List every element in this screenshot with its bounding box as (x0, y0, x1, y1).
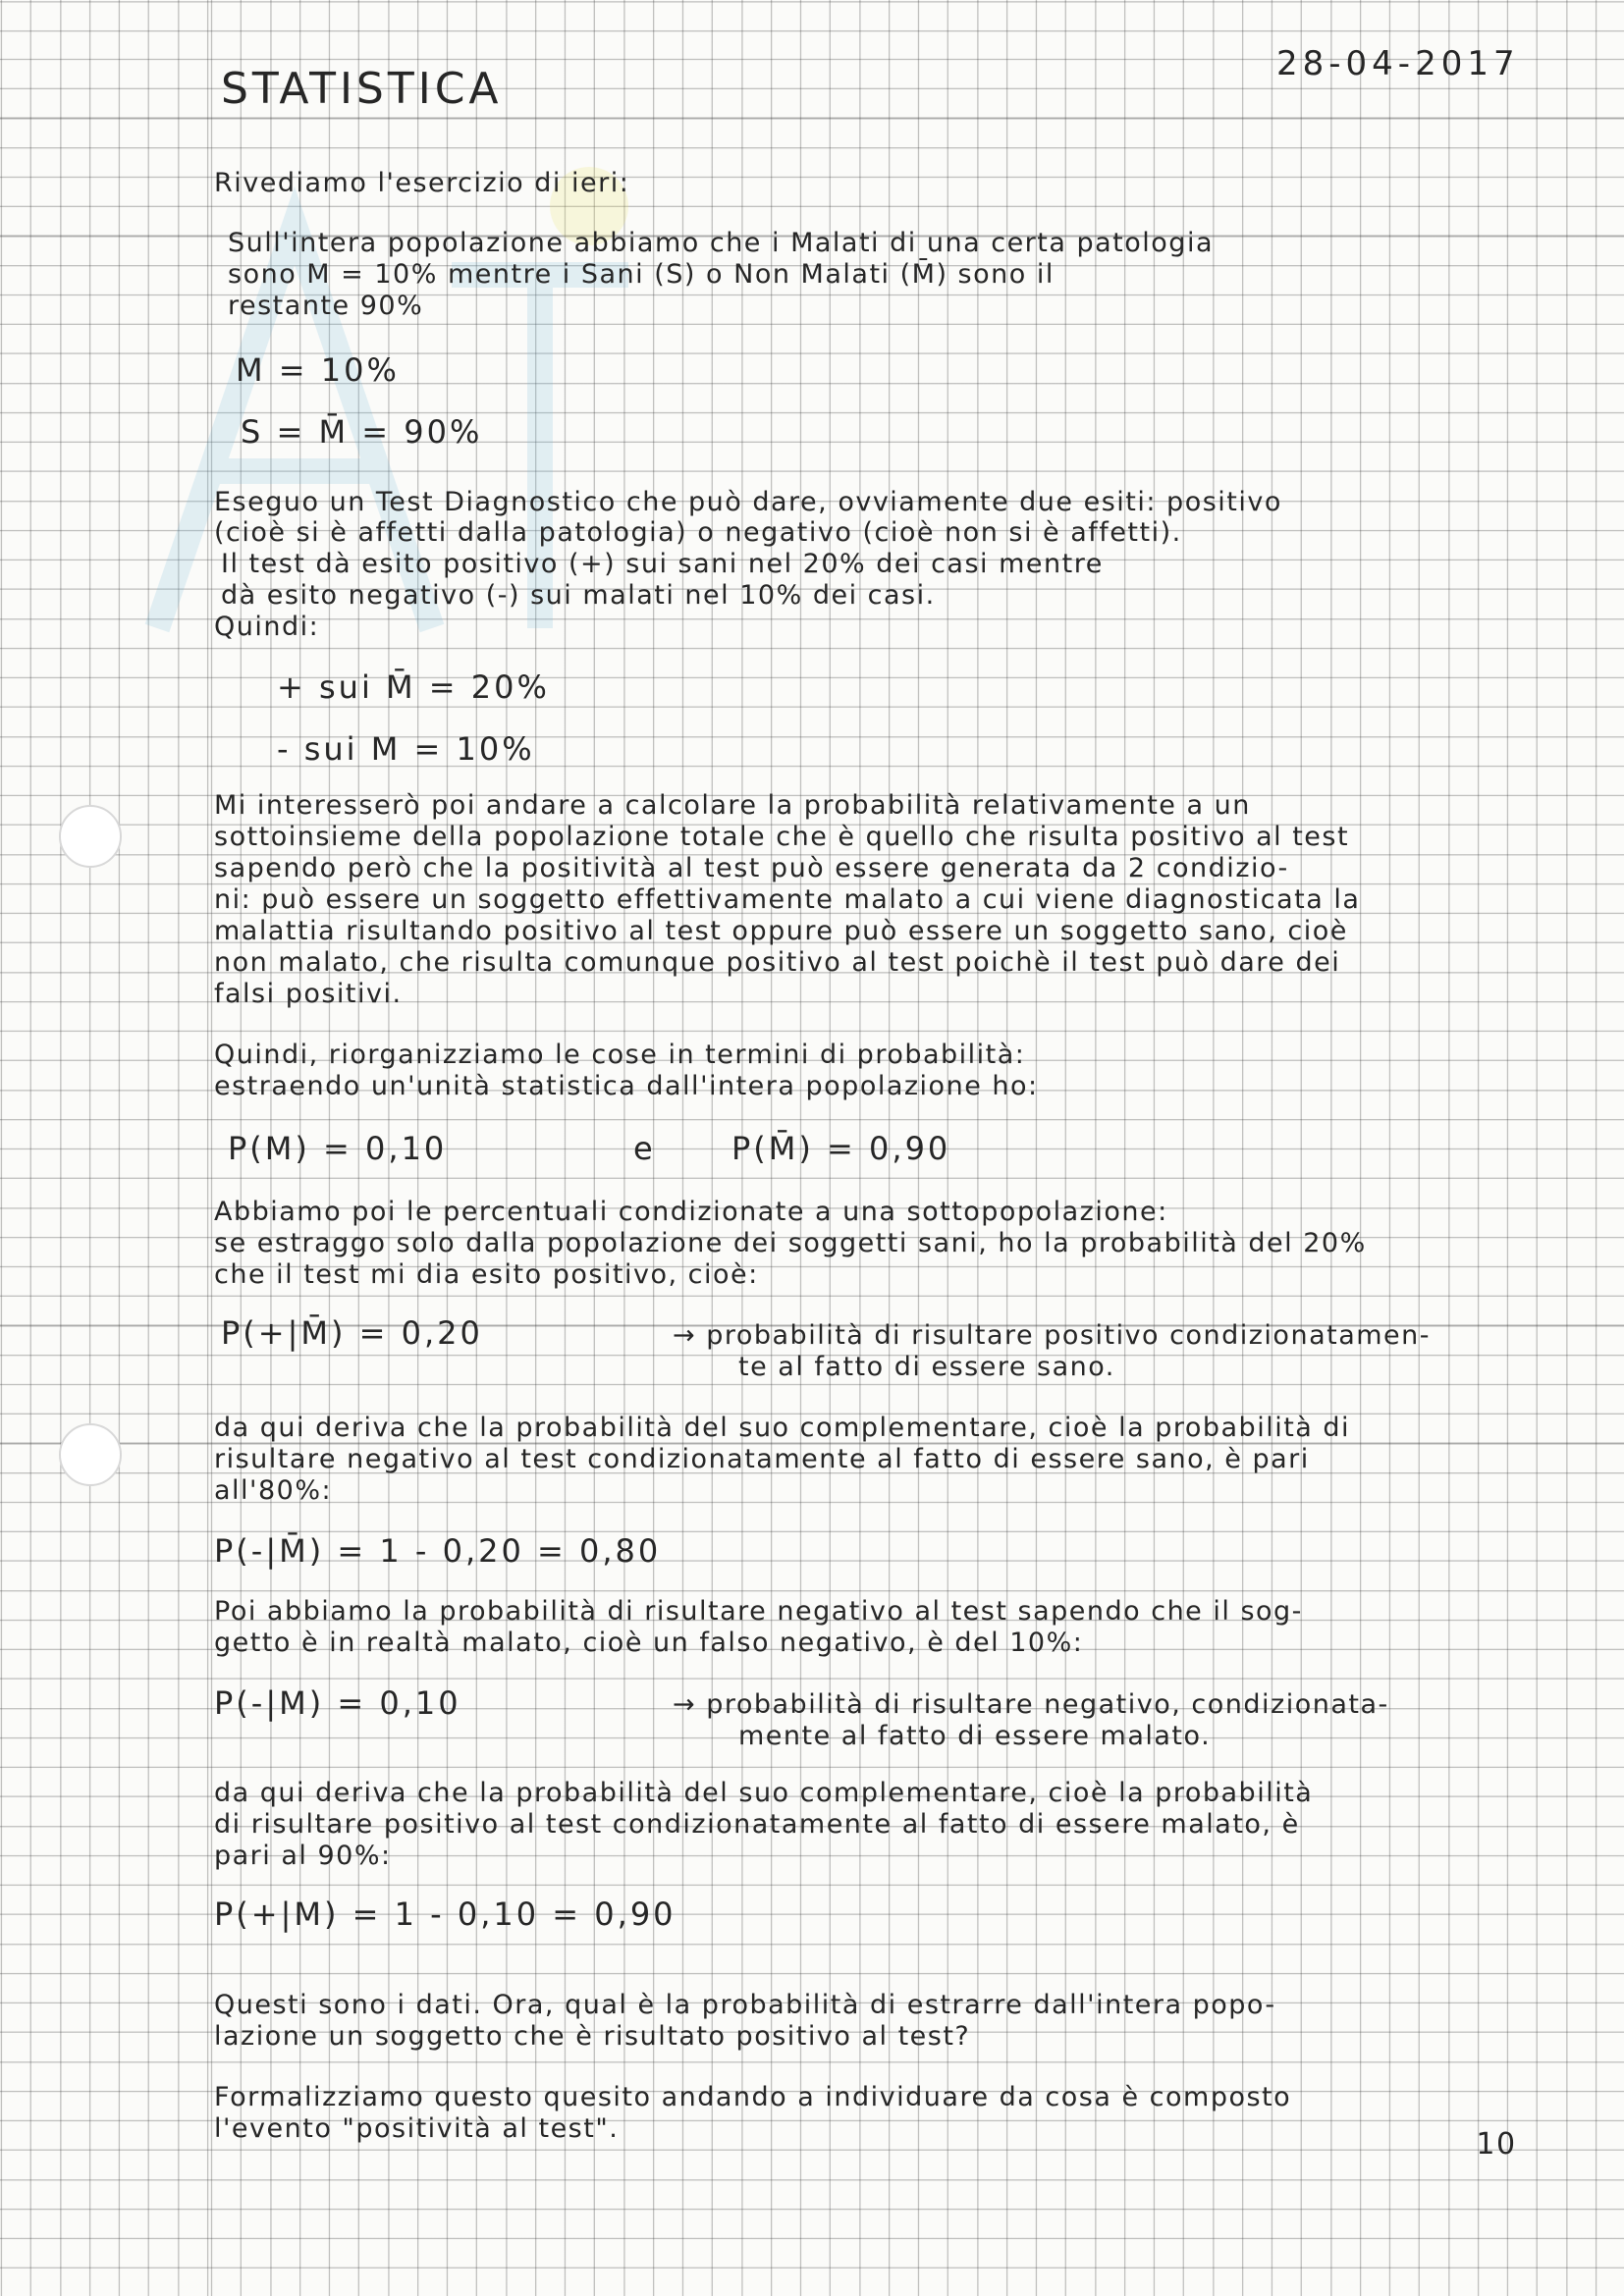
text-line: Abbiamo poi le percentuali condizionate a una sottopopolazione: (214, 1197, 1168, 1227)
formula-line: P(+|M) = 1 - 0,10 = 0,90 (214, 1896, 677, 1933)
text-line: Questi sono i dati. Ora, qual è la probabilità di estrarre dall'intera popo- (214, 1990, 1276, 2020)
text-line: Quindi: (214, 612, 320, 642)
formula-line: P(-|M) = 0,10 (214, 1684, 461, 1722)
page-date: 28-04-2017 (1276, 44, 1520, 83)
text-line: estraendo un'unità statistica dall'intera popolazione ho: (214, 1071, 1039, 1101)
text-line: ni: può essere un soggetto effettivamente malato a cui viene diagnosticata la (214, 884, 1361, 915)
binder-hole-middle (59, 1423, 122, 1486)
formula-line: S = M̄ = 90% (241, 413, 483, 451)
text-line: Mi interesserò poi andare a calcolare la probabilità relativamente a un (214, 790, 1251, 821)
text-line: Eseguo un Test Diagnostico che può dare, ovviamente due esiti: positivo (214, 487, 1282, 517)
text-line: getto è in realtà malato, cioè un falso negativo, è del 10%: (214, 1628, 1084, 1658)
text-line: → probabilità di risultare positivo condizionatamen- (673, 1320, 1432, 1351)
text-line: falsi positivi. (214, 979, 403, 1009)
formula-line: - sui M = 10% (277, 730, 535, 768)
text-line: sono M = 10% mentre i Sani (S) o Non Malati (M̄) sono il (228, 259, 1055, 290)
text-line: che il test mi dia esito positivo, cioè: (214, 1259, 759, 1290)
text-line: → probabilità di risultare negativo, condizionata- (673, 1689, 1389, 1720)
text-line: sottoinsieme della popolazione totale che è quello che risulta positivo al test (214, 822, 1350, 852)
text-line: non malato, che risulta comunque positivo al test poichè il test può dare dei (214, 947, 1341, 978)
formula-line: M = 10% (236, 351, 400, 389)
formula-line: + sui M̄ = 20% (277, 668, 550, 706)
text-line: Quindi, riorganizziamo le cose in termini di probabilità: (214, 1040, 1026, 1070)
page-title: STATISTICA (221, 64, 503, 114)
text-line: dà esito negativo (-) sui malati nel 10% dei casi. (221, 580, 936, 611)
formula-line: P(-|M̄) = 1 - 0,20 = 0,80 (214, 1532, 662, 1570)
formula-line: P(M) = 0,10 (228, 1130, 448, 1167)
text-line: all'80%: (214, 1475, 333, 1506)
text-line: Il test dà esito positivo (+) sui sani nel 20% dei casi mentre (221, 549, 1104, 579)
text-line: risultare negativo al test condizionatamente al fatto di essere sano, è pari (214, 1444, 1310, 1474)
text-line: lazione un soggetto che è risultato positivo al test? (214, 2021, 971, 2052)
text-line: pari al 90%: (214, 1841, 392, 1871)
text-line: da qui deriva che la probabilità del suo complementare, cioè la probabilità di (214, 1413, 1351, 1443)
text-line: Formalizziamo questo quesito andando a individuare da cosa è composto (214, 2082, 1292, 2112)
formula-line: e (633, 1130, 656, 1167)
text-line: Rivediamo l'esercizio di ieri: (214, 168, 630, 198)
text-line: da qui deriva che la probabilità del suo complementare, cioè la probabilità (214, 1778, 1314, 1808)
text-line: restante 90% (228, 291, 424, 321)
text-line: malattia risultando positivo al test oppure può essere un soggetto sano, cioè (214, 916, 1348, 946)
text-line: Poi abbiamo la probabilità di risultare negativo al test sapendo che il sog- (214, 1596, 1303, 1627)
text-line: sapendo però che la positività al test può essere generata da 2 condizio- (214, 853, 1289, 883)
text-line: mente al fatto di essere malato. (738, 1721, 1212, 1751)
text-line: l'evento "positività al test". (214, 2113, 620, 2144)
text-line: se estraggo solo dalla popolazione dei soggetti sani, ho la probabilità del 20% (214, 1228, 1367, 1258)
formula-line: P(+|M̄) = 0,20 (221, 1314, 483, 1352)
text-line: Sull'intera popolazione abbiamo che i Malati di una certa patologia (228, 228, 1214, 258)
page-number: 10 (1476, 2127, 1517, 2162)
text-line: di risultare positivo al test condizionatamente al fatto di essere malato, è (214, 1809, 1300, 1840)
binder-hole-top (59, 805, 122, 868)
formula-line: P(M̄) = 0,90 (731, 1130, 951, 1167)
text-line: te al fatto di essere sano. (738, 1352, 1115, 1382)
text-line: (cioè si è affetti dalla patologia) o negativo (cioè non si è affetti). (214, 517, 1182, 548)
